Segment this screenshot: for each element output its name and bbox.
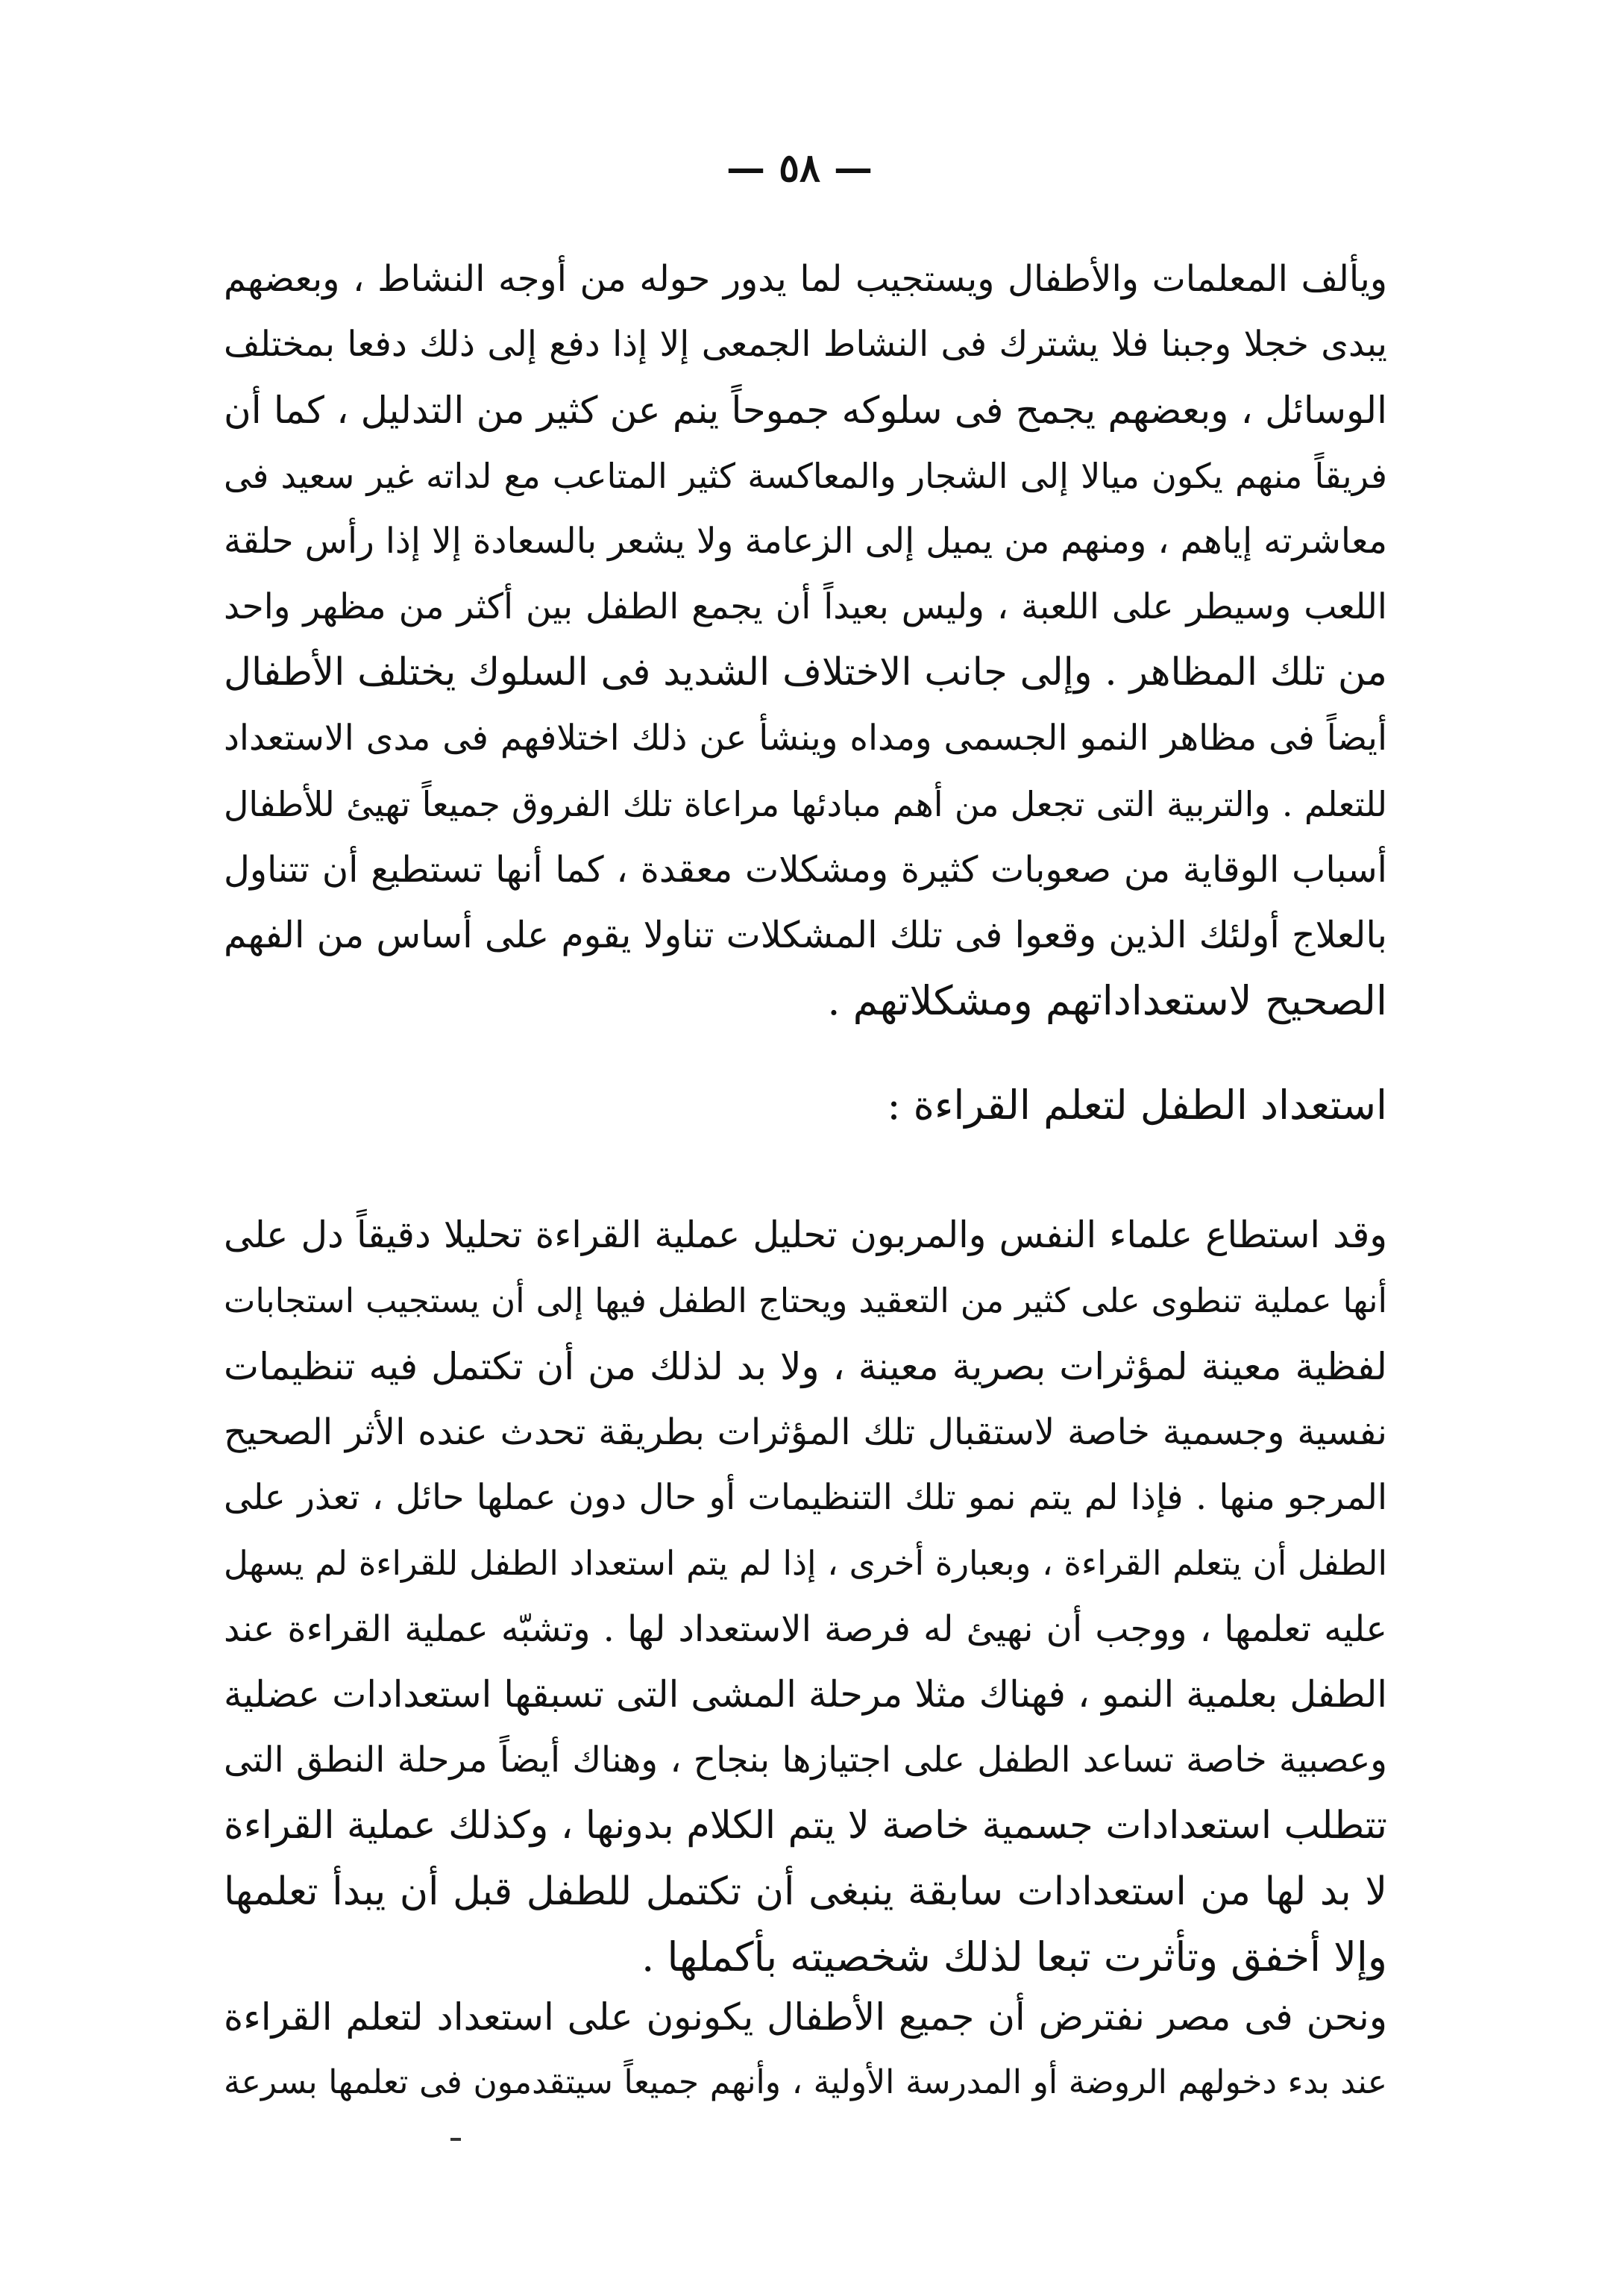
text-line: للتعلم . والتربية التى تجعل من أهم مبادئها مراعاة تلك الفروق جميعاً تهيئ للأطفال — [224, 784, 1387, 824]
text-line: بالعلاج أولئك الذين وقعوا فى تلك المشكلات تناولا يقوم على أساس من الفهم — [224, 914, 1387, 956]
page-number: — ٥٨ — — [726, 145, 873, 191]
section-heading — [224, 1073, 1387, 1138]
text-line: ويألف المعلمات والأطفال ويستجيب لما يدور حوله من أوجه النشاط ، وبعضهم — [224, 258, 1387, 300]
text-line: من تلك المظاهر . وإلى جانب الاختلاف الشديد فى السلوك يختلف الأطفال — [224, 650, 1387, 694]
heading-text: استعداد الطفل لتعلم القراءة : — [887, 1082, 1387, 1129]
text-line: الطفل أن يتعلم القراءة ، وبعبارة أخرى ، إذا لم يتم استعداد الطفل للقراءة لم يسهل — [224, 1543, 1387, 1583]
text-line: عند بدء دخولهم الروضة أو المدرسة الأولية ، وأنهم جميعاً سيتقدمون فى تعلمها بسرعة — [224, 2063, 1387, 2101]
text-line: نفسية وجسمية خاصة لاستقبال تلك المؤثرات بطريقة تحدث عنده الأثر الصحيح — [224, 1411, 1387, 1453]
paragraph-2 — [224, 1202, 1387, 1990]
text-line: وقد استطاع علماء النفس والمربون تحليل عملية القراءة تحليلا دقيقاً دل على — [224, 1214, 1387, 1256]
text-line: أنها عملية تنطوى على كثير من التعقيد ويحتاج الطفل فيها إلى أن يستجيب استجابات — [224, 1281, 1387, 1320]
text-line: لا بد لها من استعدادات سابقة ينبغى أن تكتمل للطفل قبل أن يبدأ تعلمها — [224, 1869, 1387, 1914]
print-mark — [450, 2138, 461, 2141]
text-line: لفظية معينة لمؤثرات بصرية معينة ، ولا بد لذلك من أن تكتمل فيه تنظيمات — [224, 1345, 1387, 1388]
paragraph-1 — [224, 246, 1387, 1034]
text-line: عليه تعلمها ، ووجب أن نهيئ له فرصة الاستعداد لها . وتشبّه عملية القراءة عند — [224, 1608, 1387, 1650]
text-line: أيضاً فى مظاهر النمو الجسمى ومداه وينشأ عن ذلك اختلافهم فى مدى الاستعداد — [224, 718, 1387, 759]
text-line: ونحن فى مصر نفترض أن جميع الأطفال يكونون على استعداد لتعلم القراءة — [224, 1995, 1387, 2039]
text-line: فريقاً منهم يكون ميالا إلى الشجار والمعاكسة كثير المتاعب مع لداته غير سعيد فى — [224, 456, 1387, 496]
text-line: أسباب الوقاية من صعوبات كثيرة ومشكلات معقدة ، كما أنها تستطيع أن تتناول — [224, 849, 1387, 891]
text-line: المرجو منها . فإذا لم يتم نمو تلك التنظيمات أو حال دون عملها حائل ، تعذر على — [224, 1477, 1387, 1518]
text-line: وعصبية خاصة تساعد الطفل على اجتيازها بنجاح ، وهناك أيضاً مرحلة النطق التى — [224, 1740, 1387, 1781]
text-line: وإلا أخفق وتأثرت تبعا لذلك شخصيته بأكملها . — [641, 1933, 1387, 1980]
text-line: معاشرته إياهم ، ومنهم من يميل إلى الزعامة ولا يشعر بالسعادة إلا إذا رأس حلقة — [224, 521, 1387, 562]
text-line: الصحيح لاستعداداتهم ومشكلاتهم . — [827, 977, 1387, 1024]
paragraph-3 — [224, 1984, 1387, 2115]
text-line: اللعب وسيطر على اللعبة ، وليس بعيداً أن يجمع الطفل بين أكثر من مظهر واحد — [224, 586, 1387, 627]
text-line: الطفل بعلمية النمو ، فهناك مثلا مرحلة المشى التى تسبقها استعدادات عضلية — [224, 1673, 1387, 1716]
text-line: تتطلب استعدادات جسمية خاصة لا يتم الكلام بدونها ، وكذلك عملية القراءة — [224, 1804, 1387, 1848]
text-line: الوسائل ، وبعضهم يجمح فى سلوكه جموحاً ينم عن كثير من التدليل ، كما أن — [224, 389, 1387, 432]
text-line: يبدى خجلا وجبنا فلا يشترك فى النشاط الجمعى إلا إذا دفع إلى ذلك دفعا بمختلف — [224, 324, 1387, 365]
